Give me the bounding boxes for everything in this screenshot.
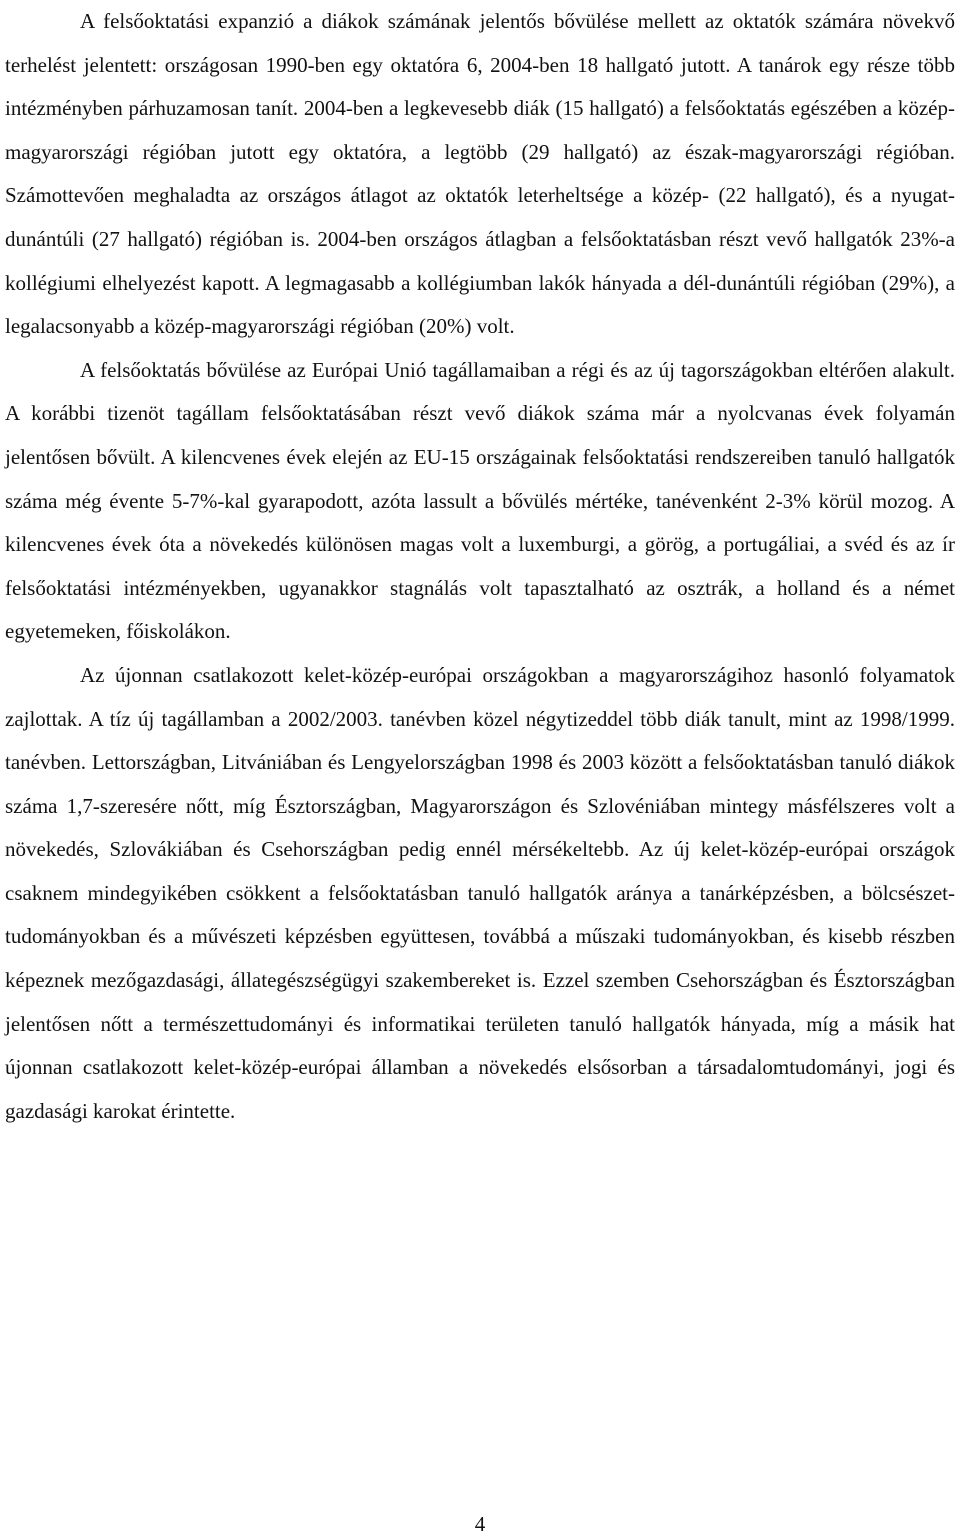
page-number: 4: [474, 1512, 486, 1536]
paragraph-eu-expansion: A felsőoktatás bővülése az Európai Unió tagállamaiban a régi és az új tagországokban eltérően alakult. A korábbi tizenöt tagállam felsőoktatásában részt vevő diákok száma már a nyolcvanas évek folyamán jelentősen bővült. A kilencvenes évek elején az EU-15 országainak felsőoktatási rendszereiben tanuló hallgatók száma még évente 5-7%-kal gyarapodott, azóta lassult a bővülés mértéke, tanévenként 2-3% körül mozog. A kilencvenes évek óta a növekedés különösen magas volt a luxemburgi, a görög, a portugáliai, a svéd és az ír felsőoktatási intézményekben, ugyanakkor stagnálás volt tapasztalható az osztrák, a holland és a német egyetemeken, főiskolákon.: [5, 357, 955, 644]
document-body: [5, 0, 955, 1133]
paragraph-higher-education-expansion: A felsőoktatási expanzió a diákok számának jelentős bővülése mellett az oktatók számára növekvő terhelést jelentett: országosan 1990-ben egy oktatóra 6, 2004-ben 18 hallgató jutott. A tanárok egy része több intézményben párhuzamosan tanít. 2004-ben a legkevesebb diák (15 hallgató) a felsőoktatás egészében a közép-magyarországi régióban jutott egy oktatóra, a legtöbb (29 hallgató) az észak-magyarországi régióban. Számottevően meghaladta az országos átlagot az oktatók leterheltsége a közép- (22 hallgató), és a nyugat-dunántúli (27 hallgató) régióban is. 2004-ben országos átlagban a felsőoktatásban részt vevő hallgatók 23%-a kollégiumi elhelyezést kapott. A legmagasabb a kollégiumban lakók hányada a dél-dunántúli régióban (29%), a legalacsonyabb a közép-magyarországi régióban (20%) volt.: [5, 9, 955, 339]
paragraph-new-member-states: Az újonnan csatlakozott kelet-közép-európai országokban a magyarországihoz hasonló folyamatok zajlottak. A tíz új tagállamban a 2002/2003. tanévben közel négytizeddel több diák tanult, mint az 1998/1999. tanévben. Lettországban, Litvániában és Lengyelországban 1998 és 2003 között a felsőoktatásban tanuló diákok száma 1,7-szeresére nőtt, míg Észtországban, Magyarországon és Szlovéniában mintegy másfélszeres volt a növekedés, Szlovákiában és Csehországban pedig ennél mérsékeltebb. Az új kelet-közép-európai országok csaknem mindegyikében csökkent a felsőoktatásban tanuló hallgatók aránya a tanárképzésben, a bölcsészet-tudományokban és a művészeti képzésben együttesen, továbbá a műszaki tudományokban, és kisebb részben képeznek mezőgazdasági, állategészségügyi szakembereket is. Ezzel szemben Csehországban és Észtországban jelentősen nőtt a természettudományi és informatikai területen tanuló hallgatók hányada, míg a másik hat újonnan csatlakozott kelet-közép-európai államban a növekedés elsősorban a társadalomtudományi, jogi és gazdasági karokat érintette.: [5, 662, 955, 1123]
